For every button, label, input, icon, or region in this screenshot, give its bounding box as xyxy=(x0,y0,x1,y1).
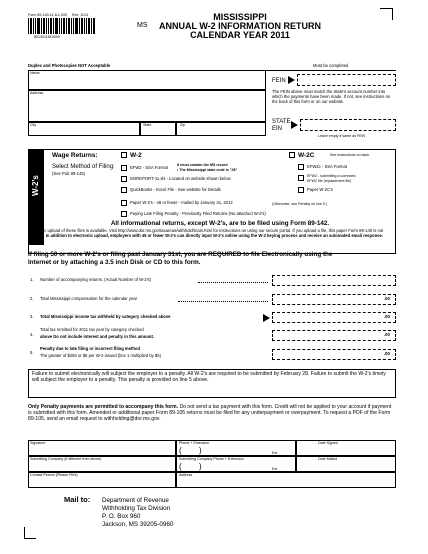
line-5-label: Penalty due to late filing or incorrect filing method xyxy=(40,346,141,351)
name-label: Name xyxy=(30,71,40,75)
line-1-label: Number of accompanying returns. (Actual Number of W-2's) xyxy=(40,277,152,282)
form-number: Form 89-140-11-8-1-000 xyxy=(28,13,68,17)
state-ein-input[interactable] xyxy=(300,119,396,131)
payment-bold-text: Only Penalty payments are permitted to accompany this form. xyxy=(28,404,179,410)
fein-input[interactable] xyxy=(297,74,396,86)
title-year: CALENDAR YEAR 2011 xyxy=(190,30,290,40)
w2report-checkbox[interactable] xyxy=(121,176,127,182)
efw2-label: EFW2 - SSA Format xyxy=(130,165,168,170)
state-ein-arrow-icon xyxy=(291,121,298,129)
phone-label: Phone + Extension xyxy=(179,441,210,445)
select-method-label: Select Method of Filing: xyxy=(52,164,115,170)
line-3-amount[interactable] xyxy=(272,312,396,323)
line-1-number: 1. xyxy=(30,277,34,282)
contact-person-label: Contact Person (Please Print) xyxy=(30,473,78,477)
state-ein-label-1: STATE xyxy=(272,119,291,125)
w2report-label: W2REPORT-11.xls - Located on website shown below xyxy=(130,176,231,181)
zip-field[interactable] xyxy=(176,122,266,136)
line-3-number: 3. xyxy=(30,314,34,319)
efw2-note-2: • The Mississippi state code is "28" xyxy=(177,168,238,172)
all-info-note: All informational returns, except W-2's, are to be filed using Form 89-142. xyxy=(110,220,330,227)
line-4-label: Total tax remitted for 2011 tax year by category checked xyxy=(40,327,144,332)
line-4-cents: .00 xyxy=(384,332,390,337)
submitting-phone-paren-close: ) xyxy=(199,462,202,471)
paying-late-label: Paying Late Filing Penalty - Previously Filed Returns (No attached W-2's) xyxy=(130,211,266,216)
leave-empty-note: Leave empty if same as FEIN xyxy=(318,134,366,138)
wage-returns-label: Wage Returns: xyxy=(52,152,98,159)
corner-mark-top-right xyxy=(392,8,393,20)
phone-paren-close: ) xyxy=(199,446,202,455)
title-state: MISSISSIPPI xyxy=(213,12,267,22)
mail-line-1: Department of Revenue xyxy=(102,497,169,504)
efw2c-label: EFW2c - SSA Format xyxy=(307,164,348,169)
date-mailed-label: Date Mailed xyxy=(318,457,338,461)
line-5-amount[interactable] xyxy=(272,349,396,360)
mail-line-3: P. O. Box 960 xyxy=(102,513,141,520)
ms-label: MS xyxy=(137,22,148,29)
fein-arrow-icon xyxy=(288,76,295,84)
line-5-cents: .00 xyxy=(384,351,390,356)
line-2-cents: .00 xyxy=(384,296,390,301)
title-main: ANNUAL W-2 INFORMATION RETURN xyxy=(159,21,321,31)
efw2-note-1: If must contain the MS record xyxy=(177,163,228,167)
state-label: State xyxy=(143,123,152,127)
payment-note xyxy=(28,405,396,423)
mail-to-label: Mail to: xyxy=(64,495,91,504)
required-line-1: If filing 50 or more W-2's or filing past January 31st, you are REQUIRED to file Electronically using the xyxy=(28,251,333,258)
line-2-amount[interactable] xyxy=(272,294,396,305)
state-ein-label-2: EIN xyxy=(272,126,283,132)
quickbooks-checkbox[interactable] xyxy=(121,187,127,193)
efw2-corrected-checkbox[interactable] xyxy=(298,175,304,181)
line-4-amount[interactable] xyxy=(272,330,396,341)
submitting-phone-label: Submitting Company Phone + Extension xyxy=(179,457,244,461)
date-signed-field[interactable] xyxy=(296,440,396,456)
date-signed-label: Date Signed xyxy=(318,441,338,445)
w2-label: W-2 xyxy=(130,152,142,159)
efw2-checkbox[interactable] xyxy=(121,165,127,171)
corner-mark-bottom-left-h xyxy=(24,538,36,539)
contact-address-label: Address xyxy=(179,473,193,477)
line-2-leader xyxy=(178,301,268,302)
paying-late-checkbox[interactable] xyxy=(121,211,127,217)
paper-w2-checkbox[interactable] xyxy=(121,200,127,206)
submitting-phone-ext-label: Ext xyxy=(272,467,278,471)
line-5-number: 5. xyxy=(30,350,34,355)
required-line-2: Internet or by attaching a 3.5 inch Disk or CD to this form. xyxy=(28,259,201,266)
barcode-number: 8914011810000 xyxy=(34,35,60,39)
submitting-company-label: Submitting Company (if different from above) xyxy=(30,457,102,461)
zip-label: Zip xyxy=(180,123,185,127)
phone-paren-open: ( xyxy=(179,446,182,455)
corner-mark-top-right-h xyxy=(380,8,392,9)
signature-field[interactable] xyxy=(28,440,176,456)
electronic-bold-text: In addition to electronic upload, employers with 49 or fewer W-2's can directly input W-2's online using the W-2 keying process and receive an automated email response. xyxy=(45,232,383,238)
paper-w2-note: (Otherwise, see Penalty on line 5.) xyxy=(272,202,327,206)
fein-label: FEIN xyxy=(272,78,286,84)
signature-label: Signature xyxy=(30,441,46,445)
w2c-label: W-2C xyxy=(298,152,315,159)
line-1-leader xyxy=(198,282,268,283)
line-4-label-2: above Do not include interest and penalty in this amount. xyxy=(40,334,155,339)
line-1-amount[interactable] xyxy=(272,275,396,286)
city-label: City xyxy=(30,123,37,127)
duplex-note: Duplex and Photocopies NOT Acceptable xyxy=(28,63,111,68)
fein-note: The FEIN above must match the State's account number into which the payments have been made. If not, see instructions on the back of this form or on our website. xyxy=(272,89,391,104)
address-label: Address xyxy=(30,91,44,95)
address-field[interactable] xyxy=(28,90,266,122)
see-pub-label: (See Pub 89-145) xyxy=(52,171,86,176)
mail-line-4: Jackson, MS 39205-0960 xyxy=(102,521,174,528)
failure-text: Failure to submit electronically will subject the employer to a penalty. All W-2's are required to be submitted by February 28. Failure to submit the W-2's timely will subject the employer to a penalty. This penalty is provided on line 5 above. xyxy=(32,371,386,383)
efw2-corrected-label-1: EFW2 - submitting a corrected xyxy=(307,174,356,178)
paper-w2c-label: Paper W-2C's xyxy=(307,187,333,192)
line-3-label: Total Mississippi income tax withheld by category checked above xyxy=(40,314,171,319)
payment-text: Do not send a tax payment with this form. Credit will not be applied to your account if payment is submitted with this form. Amended or additional paper Form 89-105 returns must be filed for any underpayment or overpayment. To request a PDF of the Form 89-105, send an email request to withholding@dor.ms.gov. xyxy=(28,404,392,422)
paper-w2c-checkbox[interactable] xyxy=(298,187,304,193)
line-3-arrow-icon xyxy=(263,314,270,322)
city-field[interactable] xyxy=(28,122,140,136)
paper-w2-label: Paper W-2's - 49 or fewer - mailed by January 31, 2012 xyxy=(130,200,233,205)
wage-side-label: W-2's xyxy=(31,175,40,196)
must-complete-note: Must be completed xyxy=(313,63,349,68)
failure-notice xyxy=(28,369,396,398)
quickbooks-label: QuickBooks - Excel File - See website for Details xyxy=(130,187,221,192)
line-3-cents: .00 xyxy=(384,314,390,319)
electronic-paragraph xyxy=(28,229,396,239)
w2c-note: See instructions on back xyxy=(330,153,370,157)
w2c-checkbox[interactable] xyxy=(289,152,295,158)
mail-line-2: Withholding Tax Division xyxy=(102,505,171,512)
line-5-label-2: The greater of $250 or $5 per W-2 issued (line 1 multiplied by $5) xyxy=(40,353,161,358)
line-2-label: Total Mississippi compensation for the calendar year xyxy=(40,296,138,301)
contact-address-field[interactable] xyxy=(176,472,396,488)
date-mailed-field[interactable] xyxy=(296,456,396,472)
efw2c-checkbox[interactable] xyxy=(298,164,304,170)
electronic-text: Electronic upload of these files is available. Visit http://www.dor.ms.gov/taxareas/withhold/main.html for instructions on using our secure portal. If you upload a file, this paper Form 89-140 is not required. xyxy=(28,228,384,238)
submitting-phone-paren-open: ( xyxy=(179,462,182,471)
form-revision: Rev. 11/11 xyxy=(72,13,89,17)
name-field[interactable] xyxy=(28,70,266,90)
w2-checkbox[interactable] xyxy=(121,152,127,158)
line-2-number: 2. xyxy=(30,296,34,301)
phone-ext-label: Ext xyxy=(272,451,278,455)
line-4-number: 4. xyxy=(30,332,34,337)
efw2-corrected-label-2: EFW2 file (replacement file) xyxy=(307,179,352,183)
